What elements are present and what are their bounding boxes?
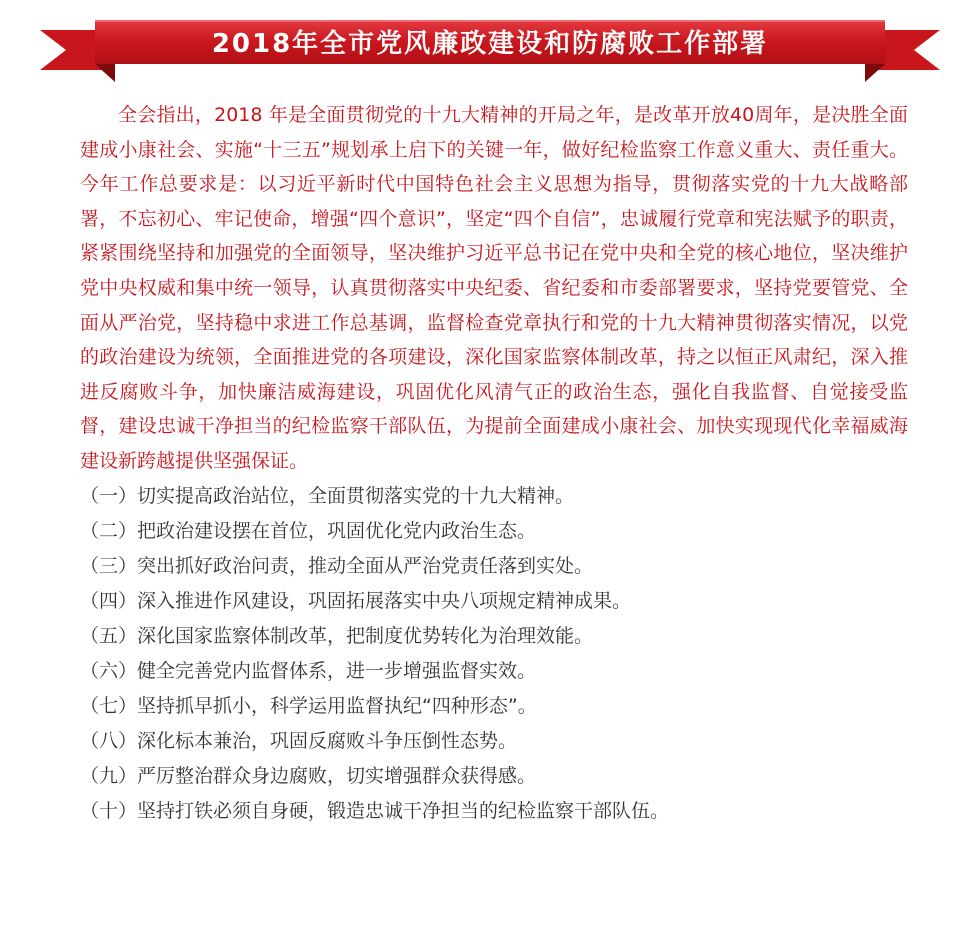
measure-item — [80, 654, 908, 689]
measure-item — [80, 794, 908, 829]
measure-text: 健全完善党内监督体系，进一步增强监督实效。 — [137, 659, 537, 682]
measure-text: 突出抓好政治问责，推动全面从严治党责任落到实处。 — [137, 554, 594, 577]
measure-text: 深入推进作风建设，巩固拓展落实中央八项规定精神成果。 — [137, 589, 632, 612]
measure-number: （五） — [80, 624, 138, 647]
title-banner — [0, 0, 980, 84]
measures-list — [80, 479, 908, 829]
measure-item — [80, 549, 908, 584]
measure-number: （七） — [80, 694, 138, 717]
measure-text: 坚持抓早抓小，科学运用监督执纪“四种形态”。 — [137, 694, 537, 717]
measure-text: 把政治建设摆在首位，巩固优化党内政治生态。 — [137, 519, 537, 542]
measure-text: 切实提高政治站位，全面贯彻落实党的十九大精神。 — [137, 484, 575, 507]
page-title: 2018年全市党风廉政建设和防腐败工作部署 — [211, 29, 769, 59]
measure-number: （四） — [80, 589, 138, 612]
measure-item — [80, 689, 908, 724]
measure-text: 严厉整治群众身边腐败，切实增强群众获得感。 — [137, 764, 537, 787]
measure-number: （二） — [80, 519, 138, 542]
ribbon-left-fold — [95, 64, 115, 82]
measure-text: 坚持打铁必须自身硬，锻造忠诚干净担当的纪检监察干部队伍。 — [137, 799, 670, 822]
measure-number: （三） — [80, 554, 138, 577]
ribbon-highlight — [95, 20, 885, 22]
document-body — [80, 98, 908, 829]
measure-number: （一） — [80, 484, 138, 507]
measure-text: 深化标本兼治，巩固反腐败斗争压倒性态势。 — [137, 729, 518, 752]
measure-number: （十） — [80, 799, 138, 822]
measure-number: （六） — [80, 659, 138, 682]
measure-item — [80, 619, 908, 654]
measure-item — [80, 479, 908, 514]
measure-number: （八） — [80, 729, 138, 752]
measure-item — [80, 514, 908, 549]
ribbon-right-fold — [865, 64, 885, 82]
measure-item — [80, 759, 908, 794]
measure-number: （九） — [80, 764, 138, 787]
intro-paragraph: 全会指出，2018 年是全面贯彻党的十九大精神的开局之年，是改革开放40周年，是决胜全面建成小康社会、实施“十三五”规划承上启下的关键一年，做好纪检监察工作意义重大、责任重大。今年工作总要求是：以习近平新时代中国特色社会主义思想为指导，贯彻落实党的十九大战略部署，不忘初心、牢记使命，增强“四个意识”，坚定“四个自信”，忠诚履行党章和宪法赋予的职责，紧紧围绕坚持和加强党的全面领导，坚决维护习近平总书记在党中央和全党的核心地位，坚决维护党中央权威和集中统一领导，认真贯彻落实中央纪委、省纪委和市委部署要求，坚持党要管党、全面从严治党，坚持稳中求进工作总基调，监督检查党章执行和党的十九大精神贯彻落实情况，以党的政治建设为统领，全面推进党的各项建设，深化国家监察体制改革，持之以恒正风肃纪，深入推进反腐败斗争，加快廉洁威海建设，巩固优化风清气正的政治生态，强化自我监督、自觉接受监督，建设忠诚干净担当的纪检监察干部队伍，为提前全面建成小康社会、加快实现现代化幸福威海建设新跨越提供坚强保证。 — [80, 104, 908, 472]
measure-text: 深化国家监察体制改革，把制度优势转化为治理效能。 — [137, 624, 594, 647]
measure-item — [80, 584, 908, 619]
measure-item — [80, 724, 908, 759]
